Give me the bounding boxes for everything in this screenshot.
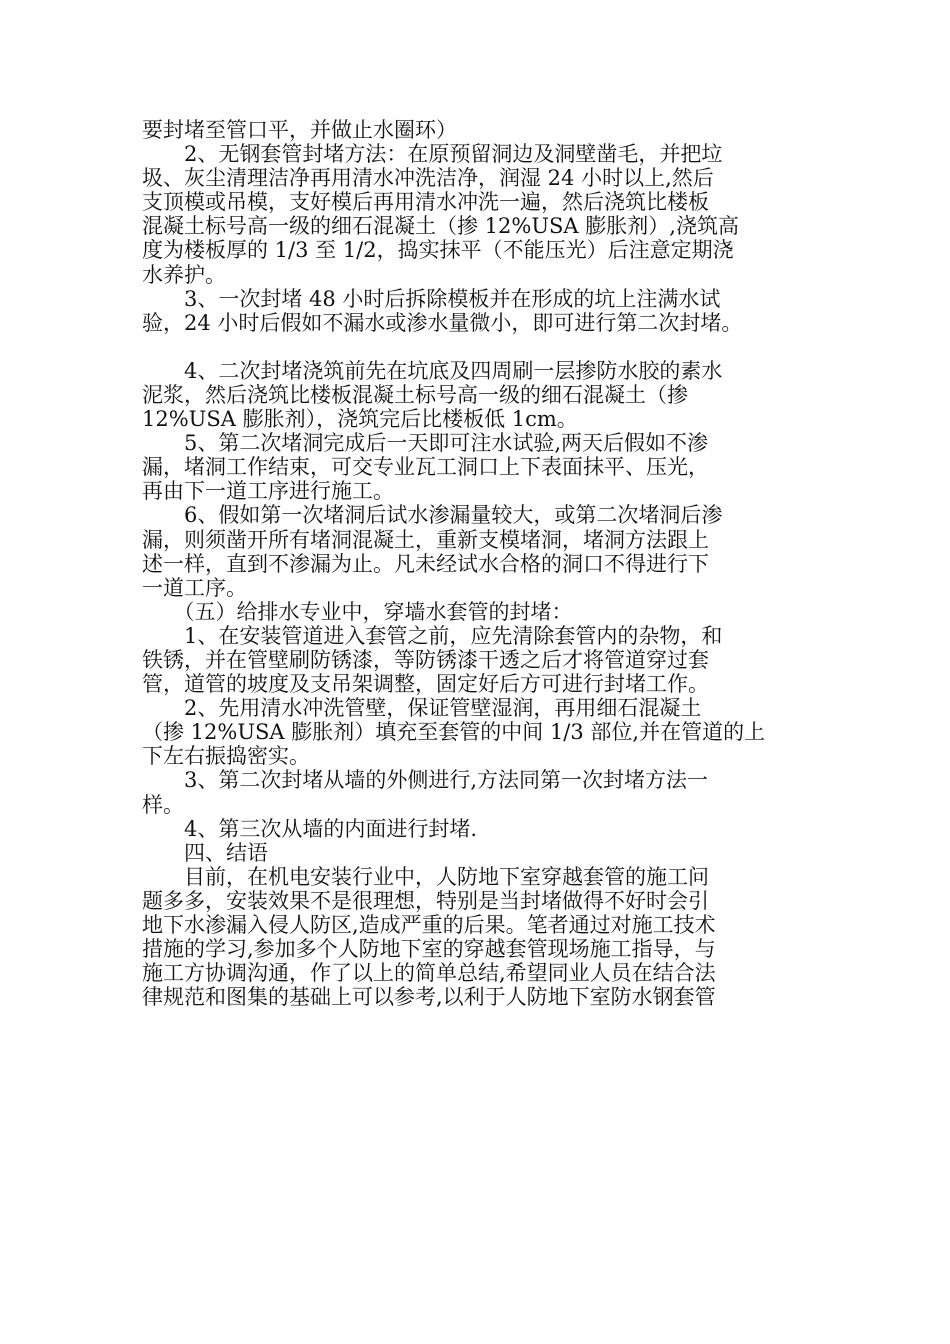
text-line: 3、第二次封堵从墙的外侧进行,方法同第一次封堵方法一 <box>142 768 709 793</box>
text-line: 施工方协调沟通，作了以上的简单总结,希望同业人员在结合法 <box>142 961 716 986</box>
text-line: 支顶模或吊模，支好模后再用清水冲洗一遍，然后浇筑比楼板 <box>142 190 709 215</box>
text-line: 措施的学习,参加多个人防地下室的穿越套管现场施工指导，与 <box>142 937 716 962</box>
text-line: 圾、灰尘清理洁净再用清水冲洗洁净，润湿 24 小时以上,然后 <box>142 166 714 191</box>
body-text <box>142 118 814 1009</box>
text-line: 水养护。 <box>142 262 226 287</box>
text-line: 漏，堵洞工作结束，可交专业瓦工洞口上下表面抹平、压光， <box>142 455 709 480</box>
text-line: 目前，在机电安装行业中，人防地下室穿越套管的施工问 <box>142 864 709 889</box>
text-line: 管，道管的坡度及支吊架调整，固定好后方可进行封堵工作。 <box>142 672 709 697</box>
text-line: （五）给排水专业中，穿墙水套管的封堵： <box>142 599 573 624</box>
text-line: 度为楼板厚的 1/3 至 1/2，捣实抹平（不能压光）后注意定期浇 <box>142 238 734 263</box>
text-line: 验，24 小时后假如不漏水或渗水量微小，即可进行第二次封堵。 <box>142 310 743 335</box>
text-line: 3、一次封堵 48 小时后拆除模板并在形成的坑上注满水试 <box>142 286 721 311</box>
paragraph-gap <box>142 335 814 359</box>
text-line: 述一样，直到不渗漏为止。凡未经试水合格的洞口不得进行下 <box>142 551 709 576</box>
text-line: 6、假如第一次堵洞后试水渗漏量较大，或第二次堵洞后渗 <box>142 503 723 528</box>
text-line: 一道工序。 <box>142 575 247 600</box>
text-line: 下左右振捣密实。 <box>142 744 310 769</box>
text-line: 5、第二次堵洞完成后一天即可注水试验,两天后假如不渗 <box>142 431 709 456</box>
text-line: 要封堵至管口平，并做止水圈环） <box>142 118 457 142</box>
text-line: 地下水渗漏入侵人防区,造成严重的后果。笔者通过对施工技术 <box>142 913 716 937</box>
text-line: 漏，则须凿开所有堵洞混凝土，重新支模堵洞，堵洞方法跟上 <box>142 527 709 552</box>
text-line: （掺 12%USA 膨胀剂）填充至套管的中间 1/3 部位,并在管道的上 <box>142 720 766 745</box>
text-line: 题多多，安装效果不是很理想，特别是当封堵做得不好时会引 <box>142 888 709 913</box>
text-line: 12%USA 膨胀剂），浇筑完后比楼板低 1cm。 <box>142 407 578 432</box>
text-line: 律规范和图集的基础上可以参考,以利于人防地下室防水钢套管 <box>142 985 716 1010</box>
text-line: 再由下一道工序进行施工。 <box>142 479 394 504</box>
text-line: 4、二次封堵浇筑前先在坑底及四周刷一层掺防水胶的素水 <box>142 358 723 383</box>
text-line: 4、第三次从墙的内面进行封堵. <box>142 816 478 841</box>
text-line: 2、无钢套管封堵方法：在原预留洞边及洞壁凿毛，并把垃 <box>142 142 723 167</box>
text-line: 1、在安装管道进入套管之前，应先清除套管内的杂物，和 <box>142 623 723 648</box>
text-line: 2、先用清水冲洗管壁，保证管壁湿润，再用细石混凝土 <box>142 696 702 721</box>
text-line: 混凝土标号高一级的细石混凝土（掺 12%USA 膨胀剂）,浇筑高 <box>142 214 739 239</box>
text-line: 泥浆，然后浇筑比楼板混凝土标号高一级的细石混凝土（掺 <box>142 382 688 407</box>
text-line: 四、结语 <box>142 840 268 865</box>
text-line: 样。 <box>142 792 184 817</box>
text-line: 铁锈，并在管壁刷防锈漆，等防锈漆干透之后才将管道穿过套 <box>142 647 709 672</box>
